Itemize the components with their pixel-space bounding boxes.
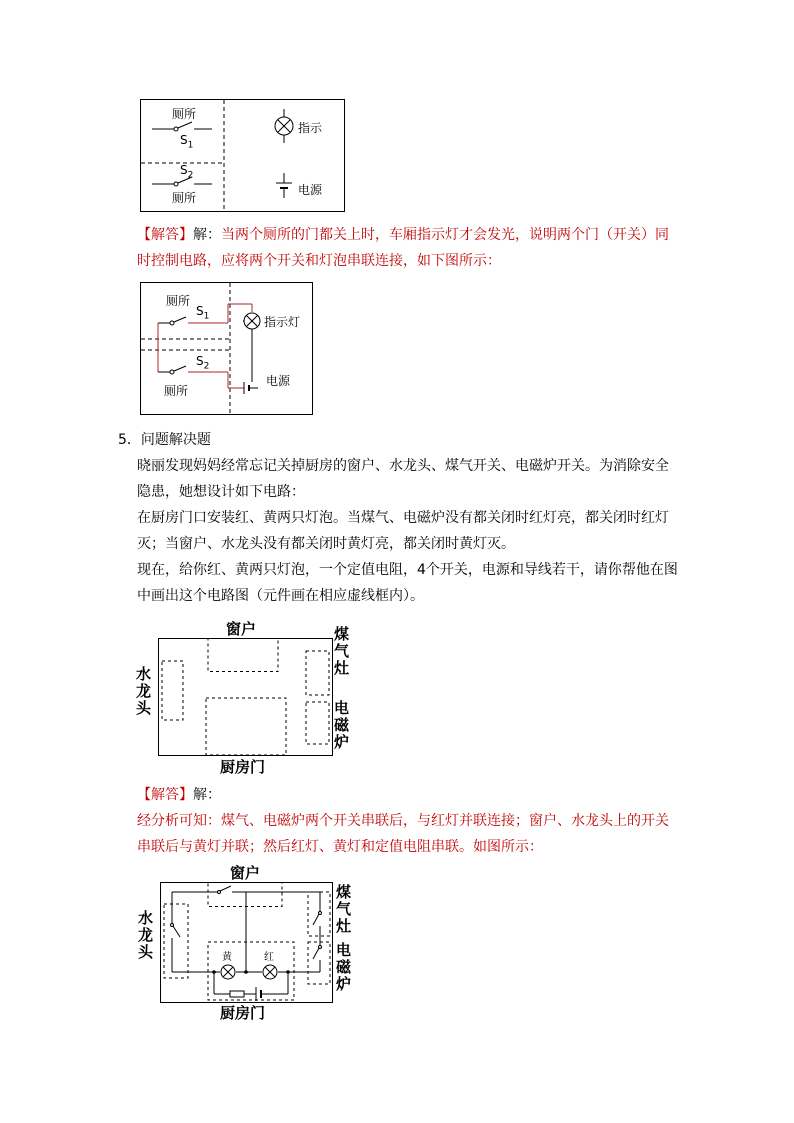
gas-char: 煤	[334, 625, 350, 643]
answer-solve-label: 解：	[193, 787, 221, 803]
power-label: 电源	[298, 183, 323, 197]
answer-4-line-2: 时控制电路，应将两个开关和灯泡串联连接，如下图所示：	[137, 253, 501, 269]
answer-5-heading	[137, 782, 221, 808]
faucet-char: 头	[136, 699, 152, 717]
switch-s2-symbol	[158, 366, 228, 374]
question-5-paragraph-3: 在厨房门口安装红、黄两只灯泡。当煤气、电磁炉没有都关闭时红灯亮，都关闭时红灯	[137, 510, 669, 526]
s2-subscript: 2	[203, 361, 210, 372]
s1-subscript: 1	[187, 140, 194, 151]
s2-label	[196, 354, 209, 371]
s1-letter: S	[196, 304, 204, 318]
question-5-paragraph-5: 现在，给你红、黄两只灯泡，一个定值电阻，4个开关，电源和导线若干，请你帮他在图	[137, 562, 678, 578]
faucet-char: 水	[138, 909, 154, 927]
gas-char: 煤	[336, 883, 352, 901]
s1-letter: S	[180, 133, 188, 147]
faucet-char: 龙	[138, 926, 154, 944]
window-label: 窗户	[230, 864, 261, 882]
question-5-paragraph-2: 隐患，她想设计如下电路：	[137, 484, 305, 500]
figure-1-circuit-problem	[140, 99, 346, 213]
battery-icon	[276, 173, 292, 198]
question-number: 5．	[118, 432, 141, 448]
question-5-paragraph-1: 晓丽发现妈妈经常忘记关掉厨房的窗户、水龙头、煤气开关、电磁炉开关。为消除安全	[137, 458, 669, 474]
red-lamp-icon	[263, 965, 277, 979]
window-switch-symbol	[218, 886, 232, 894]
answer-5-line-2: 串联后与黄灯并联；然后红灯、黄灯和定值电阻串联。如图所示：	[137, 839, 543, 855]
gas-char: 气	[336, 900, 352, 918]
induction-char: 炉	[334, 733, 350, 751]
induction-cooker-label	[334, 700, 350, 751]
toilet-label-bottom: 厕所	[164, 384, 189, 398]
s2-letter: S	[196, 354, 204, 368]
yellow-lamp-icon	[221, 965, 235, 979]
battery-icon	[244, 376, 258, 394]
indicator-label: 指示灯	[264, 315, 301, 329]
question-5-paragraph-6: 中画出这个电路图（元件画在相应虚线框内）。	[137, 588, 424, 604]
figure-3-svg	[132, 618, 362, 776]
gas-stove-label	[334, 626, 350, 677]
indicator-label: 指示	[298, 121, 323, 135]
question-title: 问题解决题	[140, 432, 211, 448]
faucet-char: 龙	[136, 682, 152, 700]
answer-5-line-1: 经分析可知：煤气、电磁炉两个开关串联后，与红灯并联连接；窗户、水龙头上的开关	[137, 813, 669, 829]
answer-tag: 【解答】	[137, 787, 193, 803]
induction-char: 电	[336, 941, 352, 959]
answer-tag: 【解答】	[137, 227, 193, 243]
gas-switch-symbol	[313, 912, 322, 926]
s2-subscript: 2	[187, 170, 194, 181]
s1-label	[180, 133, 193, 150]
faucet-switch-symbol	[171, 924, 181, 938]
question-5-paragraph-4: 灭；当窗户、水龙头没有都关闭时黄灯亮，都关闭时黄灯灭。	[137, 536, 515, 552]
induction-char: 磁	[334, 716, 350, 734]
lamp-icon	[275, 109, 293, 143]
power-label: 电源	[266, 374, 291, 388]
yellow-lamp-label: 黄	[222, 952, 232, 963]
answer-4-line-1	[137, 222, 669, 248]
red-lamp-label: 红	[264, 952, 274, 963]
switch-s1-symbol	[158, 317, 228, 325]
gas-char: 灶	[336, 917, 352, 935]
faucet-label	[138, 910, 154, 961]
induction-switch-symbol	[313, 946, 322, 960]
kitchen-door-label: 厨房门	[220, 1004, 266, 1022]
induction-char: 电	[334, 699, 350, 717]
gas-stove-label	[336, 884, 352, 935]
switch-s1-symbol	[152, 122, 212, 131]
gas-char: 气	[334, 642, 350, 660]
answer-solve-label: 解：	[193, 227, 221, 243]
question-5-heading	[118, 427, 211, 453]
battery-icon	[256, 987, 261, 1001]
figure-4-svg	[136, 862, 362, 1022]
resistor-icon	[230, 991, 244, 997]
answer-4-text-1: 当两个厕所的门都关上时，车厢指示灯才会发光，说明两个门（开关）同	[221, 227, 669, 243]
figure-3-kitchen-layout	[132, 618, 362, 776]
faucet-char: 水	[136, 665, 152, 683]
s1-subscript: 1	[203, 311, 210, 322]
toilet-label-bottom: 厕所	[172, 191, 197, 205]
figure-2-circuit-answer	[140, 282, 314, 416]
figure-4-kitchen-circuit	[136, 862, 362, 1022]
induction-cooker-label	[336, 942, 352, 993]
lamp-icon	[243, 313, 260, 329]
s2-label	[180, 163, 193, 180]
toilet-label-top: 厕所	[172, 107, 197, 121]
s1-label	[196, 304, 209, 321]
toilet-label-top: 厕所	[166, 294, 191, 308]
window-label: 窗户	[226, 620, 257, 638]
s2-letter: S	[180, 163, 188, 177]
faucet-char: 头	[138, 943, 154, 961]
faucet-label	[136, 666, 152, 717]
induction-char: 炉	[336, 975, 352, 993]
gas-char: 灶	[334, 659, 350, 677]
kitchen-door-label: 厨房门	[220, 758, 266, 776]
induction-char: 磁	[336, 958, 352, 976]
